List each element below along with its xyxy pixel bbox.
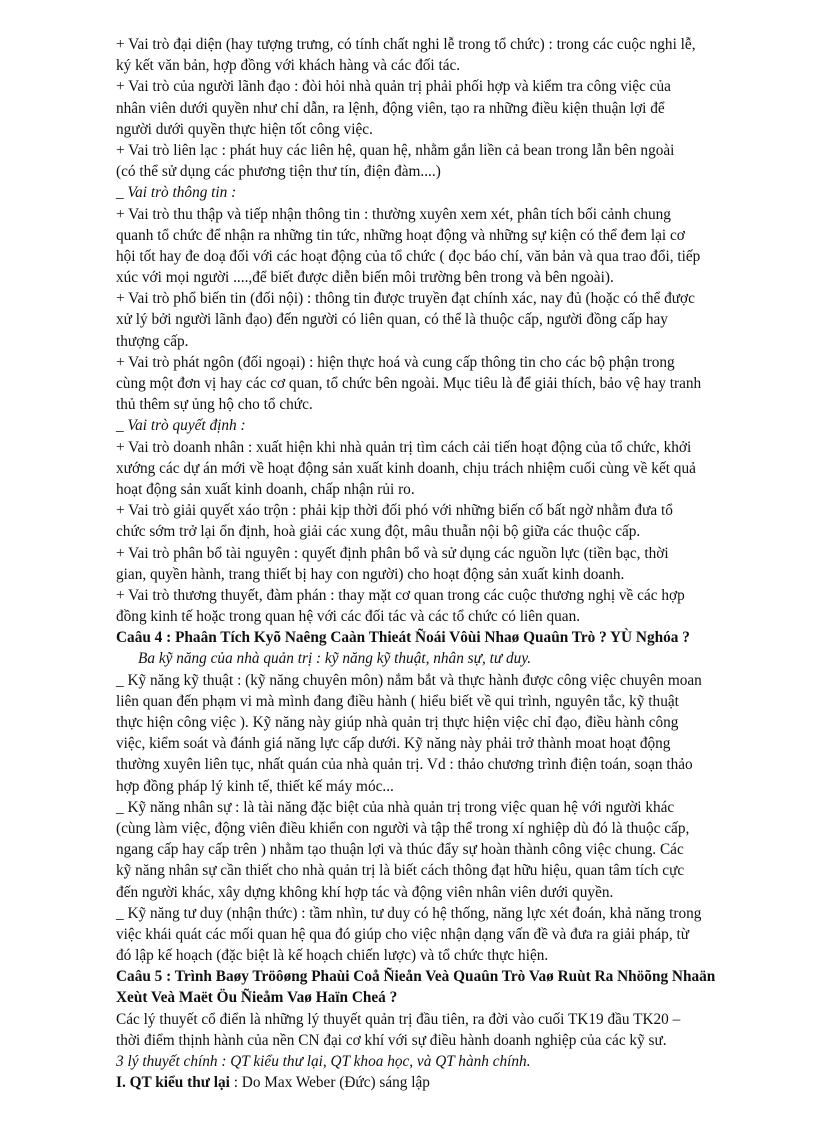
text-line: hội tốt hay đe doạ đối với các hoạt động của tổ chức ( đọc báo chí, văn bản và qua trao đổi, tiếp — [116, 247, 701, 265]
text-line: _ Kỹ năng tư duy (nhận thức) : tầm nhìn, tư duy có hệ thống, năng lực xét đoán, khả năng trong — [116, 904, 702, 922]
text-line: + Vai trò giải quyết xáo trộn : phải kịp thời đối phó với những biến cố bất ngờ nhằm đưa tổ — [116, 502, 673, 520]
text-line: + Vai trò phân bổ tài nguyên : quyết định phân bổ và sử dụng các nguồn lực (tiền bạc, thời — [116, 544, 669, 562]
block-para — [116, 352, 776, 416]
block-para — [116, 585, 776, 627]
text-line: thời điểm thịnh hành của nền CN đại cơ khí với sự điều hành doanh nghiệp của các kỹ sư. — [116, 1031, 667, 1049]
text-line: thực hiện công việc ). Kỹ năng này giúp nhà quản trị thực hiện việc chỉ đạo, điều hành công — [116, 714, 679, 731]
text-line: cùng một đơn vị hay các cơ quan, tổ chức bên ngoài. Mục tiêu là để giải thích, bảo vệ hay tranh — [116, 375, 702, 392]
text-line: + Vai trò phát ngôn (đối ngoại) : hiện thực hoá và cung cấp thông tin cho các bộ phận trong — [116, 353, 675, 371]
block-sub — [116, 182, 776, 203]
text-line: (có thể sử dụng các phương tiện thư tín, điện đàm....) — [116, 163, 441, 181]
text-line: Ba kỹ năng của nhà quản trị : kỹ năng kỹ thuật, nhân sự, tư duy. — [138, 650, 532, 668]
text-line: đó lập kế hoạch (đặc biệt là kế hoạch chiến lược) và tổ chức thực hiện. — [116, 947, 549, 965]
question-heading-line: Caâu 4 : Phaân Tích Kyõ Naêng Caàn Thieát Ñoái Vôùi Nhaø Quaûn Trò ? YÙ Nghóa ? — [116, 629, 690, 647]
block-para — [116, 500, 776, 542]
block-para — [116, 903, 776, 967]
text-line: thượng cấp. — [116, 332, 189, 350]
question-heading-line: Caâu 5 : Trình Baøy Tröôøng Phaùi Coå Ñieån Veà Quaûn Trò Vaø Ruùt Ra Nhöõng Nhaän — [116, 968, 716, 986]
block-para — [116, 34, 776, 76]
block-para — [116, 140, 776, 182]
text-line: ký kết văn bản, hợp đồng với khách hàng và các đối tác. — [116, 57, 461, 75]
text-line: liên quan đến phạm vi mà mình đang điều hành ( hiểu biết về qui trình, nguyên tắc, kỹ thuật — [116, 692, 679, 710]
text-line: đồng kinh tế hoặc trong quan hệ với các đối tác và các tổ chức có liên quan. — [116, 608, 581, 626]
text-line: + Vai trò phổ biến tin (đối nội) : thông tin được truyền đạt chính xác, nay đủ (hoặc có thể được — [116, 290, 695, 308]
text-line: đến người khác, xây dựng không khí hợp tác và động viên nhân viên dưới quyền. — [116, 883, 614, 901]
block-para — [116, 670, 776, 797]
section-rest: : Do Max Weber (Đức) sáng lập — [229, 1074, 430, 1092]
text-line: thủ thêm sự ủng hộ cho tổ chức. — [116, 396, 313, 414]
block-para — [116, 437, 776, 501]
text-line: _ Kỹ năng kỹ thuật : (kỹ năng chuyên môn) nắm bắt và thực hành được công việc chuyên moan — [116, 671, 702, 689]
text-line: _ Vai trò thông tin : — [116, 184, 237, 202]
block-para — [116, 76, 776, 140]
text-line: gian, quyền hành, trang thiết bị hay con người) cho hoạt động sản xuất kinh doanh. — [116, 565, 625, 583]
block-para — [116, 543, 776, 585]
text-line: ngang cấp hay cấp trên ) nhằm tạo thuận lợi và thúc đẩy sự hoàn thành công việc chung. Các — [116, 841, 684, 859]
text-line: + Vai trò doanh nhân : xuất hiện khi nhà quản trị tìm cách cải tiến hoạt động của tổ chức, khởi — [116, 438, 692, 456]
text-line: việc, kiểm soát và đánh giá năng lực cấp dưới. Kỹ năng này phải trở thành moat hoạt động — [116, 735, 671, 753]
text-line: chức sớm trở lại ổn định, hoà giải các xung đột, mâu thuẫn nội bộ giữa các thuộc cấp. — [116, 523, 641, 541]
text-line: Các lý thuyết cổ điển là những lý thuyết quản trị đầu tiên, ra đời vào cuối TK19 đầu TK20 – — [116, 1010, 681, 1028]
block-para — [116, 797, 776, 903]
text-line: hoạt động sản xuất kinh doanh, chấp nhận rủi ro. — [116, 480, 415, 498]
text-line: (cùng làm việc, động viên điều khiển con người và tập thể trong xí nghiệp dù đó là thuộc cấp, — [116, 819, 690, 837]
block-heading — [116, 966, 776, 1008]
section-title: I. QT kiểu thư lại — [116, 1074, 230, 1092]
text-line: xúc với mọi người ....,để biết được diễn biến môi trường bên trong và bên ngoài). — [116, 269, 614, 287]
text-line: kỹ năng nhân sự cần thiết cho nhà quản trị là biết cách thông đạt hữu hiệu, quan tâm tích cực — [116, 862, 685, 880]
text-line: + Vai trò liên lạc : phát huy các liên hệ, quan hệ, nhằm gắn liền cả bean trong lẫn bên ngoài — [116, 141, 675, 159]
question-heading-line: Xeùt Veà Maët Öu Ñieåm Vaø Haïn Cheá ? — [116, 989, 398, 1007]
block-mixed — [116, 1072, 776, 1093]
text-line: xử lý bởi người lãnh đạo) đến người có liên quan, có thể là thuộc cấp, người đồng cấp hay — [116, 311, 668, 329]
text-line: xướng các dự án mới về hoạt động sản xuất kinh doanh, chịu trách nhiệm cuối cùng về kết quả — [116, 459, 696, 477]
block-heading — [116, 627, 776, 648]
text-line: + Vai trò của người lãnh đạo : đòi hỏi nhà quản trị phải phối hợp và kiểm tra công việc của — [116, 78, 671, 96]
text-line: 3 lý thuyết chính : QT kiểu thư lại, QT khoa học, và QT hành chính. — [116, 1053, 531, 1070]
document-page — [116, 34, 776, 1093]
text-line: thường xuyên liên tục, nhất quán của nhà quản trị. Vd : thảo chương trình điện toán, soạn thảo — [116, 756, 693, 774]
block-para — [116, 204, 776, 289]
text-line: quanh tổ chức để nhận ra những tin tức, những hoạt động và những sự kiện có thể đem lại cơ — [116, 226, 685, 244]
section-line — [116, 1072, 776, 1093]
text-line: + Vai trò thu thập và tiếp nhận thông tin : thường xuyên xem xét, phân tích bối cảnh chung — [116, 205, 671, 223]
text-line: + Vai trò thương thuyết, đàm phán : thay mặt cơ quan trong các cuộc thương nghị về các hợp — [116, 586, 685, 604]
text-line: hợp đồng pháp lý kinh tế, thiết kế máy móc... — [116, 777, 394, 795]
text-line: + Vai trò đại diện (hay tượng trưng, có tính chất nghi lễ trong tổ chức) : trong các cuộc nghi lễ, — [116, 36, 696, 53]
text-line: việc khái quát các mối quan hệ qua đó giúp cho việc nhận dạng vấn đề và đưa ra giải pháp, từ — [116, 925, 690, 943]
text-line: _ Vai trò quyết định : — [116, 417, 246, 435]
block-para — [116, 288, 776, 352]
block-para — [116, 1009, 776, 1051]
text-line: người dưới quyền thực hiện tốt công việc. — [116, 120, 373, 138]
block-italic-indent — [116, 648, 776, 669]
block-sub — [116, 415, 776, 436]
text-line: nhân viên dưới quyền như chỉ dẫn, ra lệnh, động viên, tạo ra những điều kiện thuận lợi để — [116, 99, 665, 117]
text-line: _ Kỹ năng nhân sự : là tài năng đặc biệt của nhà quản trị trong việc quan hệ với người khác — [116, 798, 675, 816]
block-italic — [116, 1051, 776, 1072]
